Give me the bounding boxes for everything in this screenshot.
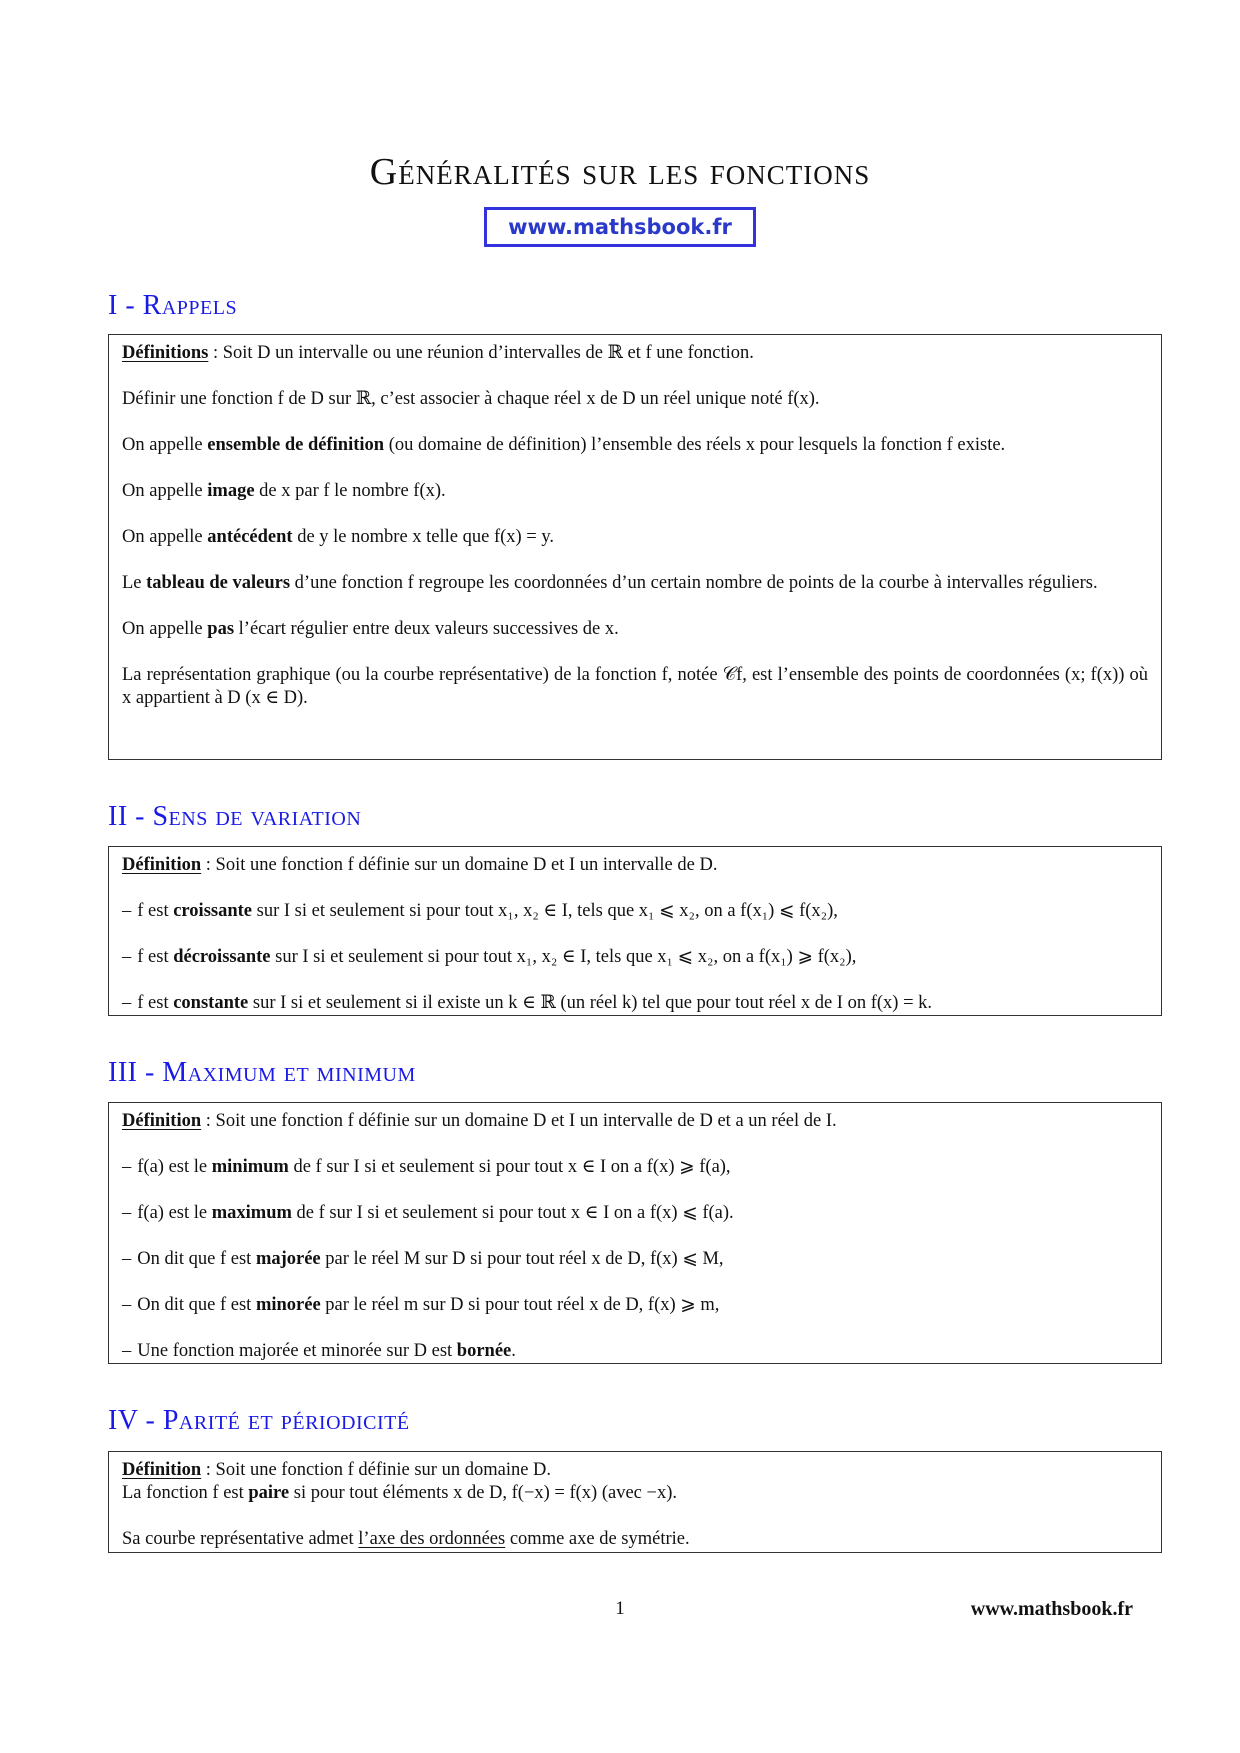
paragraph bbox=[122, 526, 1148, 549]
section-heading-parite: IV - Parité et périodicité bbox=[108, 1405, 410, 1436]
text: On appelle bbox=[122, 619, 208, 639]
list-item: – f(a) est le maximum de f sur I si et seulement si pour tout x ∈ I on a f(x) ⩽ f(a). bbox=[122, 1203, 734, 1223]
term: bornée bbox=[456, 1341, 512, 1361]
footer-site-link[interactable]: www.mathsbook.fr bbox=[970, 1598, 1133, 1620]
paragraph bbox=[122, 480, 1148, 503]
term: ensemble de définition bbox=[207, 435, 385, 455]
text: On dit que f est bbox=[137, 1249, 256, 1269]
paragraph bbox=[122, 618, 1148, 641]
page-number: 1 bbox=[615, 1598, 625, 1619]
paragraph bbox=[122, 854, 1148, 877]
text: : Soit D un intervalle ou une réunion d’intervalles de ℝ et f une fonction. bbox=[208, 343, 754, 363]
section-heading-extremum: III - Maximum et minimum bbox=[108, 1057, 416, 1088]
text: . bbox=[511, 1341, 516, 1361]
text: Sa courbe représentative admet bbox=[122, 1529, 359, 1549]
text: (ou domaine de définition) l’ensemble des réels x pour lesquels la fonction f existe. bbox=[384, 435, 1006, 455]
text: sur I si et seulement si pour tout x₁, x₂ ∈ I, tels que x₁ ⩽ x₂, on a f(x₁) ⩾ f(x₂), bbox=[270, 947, 857, 967]
paragraph bbox=[122, 1459, 1148, 1482]
term: image bbox=[207, 481, 255, 501]
list-item: – On dit que f est majorée par le réel M sur D si pour tout réel x de D, f(x) ⩽ M, bbox=[122, 1249, 724, 1269]
term: majorée bbox=[255, 1249, 321, 1269]
text: de f sur I si et seulement si pour tout x ∈ I on a f(x) ⩾ f(a), bbox=[288, 1157, 731, 1177]
list-item: – Une fonction majorée et minorée sur D est bornée. bbox=[122, 1341, 516, 1361]
term: maximum bbox=[211, 1203, 292, 1223]
text: d’une fonction f regroupe les coordonnées d’un certain nombre de points de la courbe à intervalles réguliers. bbox=[290, 573, 1098, 593]
definition-box-variation bbox=[108, 846, 1162, 1016]
list-item: – f est décroissante sur I si et seulement si pour tout x₁, x₂ ∈ I, tels que x₁ ⩽ x₂, on a f(x₁) ⩾ f(x₂), bbox=[122, 947, 857, 967]
term: minorée bbox=[255, 1295, 321, 1315]
text: f est bbox=[137, 993, 174, 1013]
paragraph: La représentation graphique (ou la courbe représentative) de la fonction f, notée 𝒞f, est l’ensemble des points de coordonnées (x; f(x)) où x appartient à D (x ∈ D). bbox=[122, 665, 1148, 708]
term: antécédent bbox=[207, 527, 293, 547]
paragraph bbox=[122, 342, 1148, 365]
term: tableau de valeurs bbox=[146, 573, 291, 593]
text: par le réel m sur D si pour tout réel x de D, f(x) ⩾ m, bbox=[320, 1295, 720, 1315]
site-badge[interactable]: www.mathsbook.fr bbox=[484, 207, 756, 247]
text: sur I si et seulement si il existe un k ∈ ℝ (un réel k) tel que pour tout réel x de I on f(x) = k. bbox=[248, 993, 933, 1013]
section-heading-rappels: I - Rappels bbox=[108, 290, 238, 321]
definitions-box-rappels bbox=[108, 334, 1162, 760]
paragraph bbox=[122, 434, 1148, 457]
text: l’écart régulier entre deux valeurs successives de x. bbox=[234, 619, 619, 639]
paragraph bbox=[122, 1110, 1148, 1133]
text: : Soit une fonction f définie sur un domaine D et I un intervalle de D et a un réel de I. bbox=[201, 1111, 837, 1131]
definition-label: Définition bbox=[122, 855, 202, 875]
text: de x par f le nombre f(x). bbox=[254, 481, 446, 501]
text: Le bbox=[122, 573, 147, 593]
text: f(a) est le bbox=[137, 1157, 212, 1177]
text: si pour tout éléments x de D, f(−x) = f(x) (avec −x). bbox=[289, 1483, 677, 1503]
text: Une fonction majorée et minorée sur D est bbox=[137, 1341, 457, 1361]
term-underlined: l’axe des ordonnées bbox=[358, 1529, 506, 1549]
paragraph bbox=[122, 1482, 1148, 1505]
definition-box-extremum bbox=[108, 1102, 1162, 1364]
paragraph: Définir une fonction f de D sur ℝ, c’est associer à chaque réel x de D un réel unique noté f(x). bbox=[122, 389, 820, 409]
term: décroissante bbox=[173, 947, 271, 967]
paragraph bbox=[122, 572, 1148, 595]
text: de f sur I si et seulement si pour tout x ∈ I on a f(x) ⩽ f(a). bbox=[291, 1203, 734, 1223]
text: On appelle bbox=[122, 435, 208, 455]
text: : Soit une fonction f définie sur un domaine D et I un intervalle de D. bbox=[201, 855, 718, 875]
text: On appelle bbox=[122, 481, 208, 501]
list-item: – f(a) est le minimum de f sur I si et seulement si pour tout x ∈ I on a f(x) ⩾ f(a), bbox=[122, 1157, 731, 1177]
term: constante bbox=[173, 993, 249, 1013]
text: f est bbox=[137, 947, 174, 967]
term: minimum bbox=[211, 1157, 289, 1177]
definition-label: Définitions bbox=[122, 343, 209, 363]
section-heading-variation: II - Sens de variation bbox=[108, 801, 362, 832]
text: On appelle bbox=[122, 527, 208, 547]
page-title: Généralités sur les fonctions bbox=[369, 151, 871, 193]
text: comme axe de symétrie. bbox=[505, 1529, 690, 1549]
text: de y le nombre x telle que f(x) = y. bbox=[292, 527, 555, 547]
term: paire bbox=[248, 1483, 290, 1503]
text: f(a) est le bbox=[137, 1203, 212, 1223]
definition-label: Définition bbox=[122, 1111, 202, 1131]
text: sur I si et seulement si pour tout x₁, x₂ ∈ I, tels que x₁ ⩽ x₂, on a f(x₁) ⩽ f(x₂), bbox=[252, 901, 838, 921]
text: On dit que f est bbox=[137, 1295, 256, 1315]
list-item: – f est croissante sur I si et seulement si pour tout x₁, x₂ ∈ I, tels que x₁ ⩽ x₂, on a f(x₁) ⩽ f(x₂), bbox=[122, 901, 838, 921]
definition-box-parite bbox=[108, 1451, 1162, 1553]
text: La fonction f est bbox=[122, 1483, 249, 1503]
list-item: – On dit que f est minorée par le réel m sur D si pour tout réel x de D, f(x) ⩾ m, bbox=[122, 1295, 720, 1315]
text: par le réel M sur D si pour tout réel x de D, f(x) ⩽ M, bbox=[320, 1249, 724, 1269]
list-item: – f est constante sur I si et seulement si il existe un k ∈ ℝ (un réel k) tel que pour tout réel x de I on f(x) = k. bbox=[122, 993, 933, 1013]
text: f est bbox=[137, 901, 174, 921]
term: croissante bbox=[173, 901, 253, 921]
term: pas bbox=[207, 619, 235, 639]
text: : Soit une fonction f définie sur un domaine D. bbox=[201, 1460, 552, 1480]
paragraph bbox=[122, 1528, 1148, 1551]
definition-label: Définition bbox=[122, 1460, 202, 1480]
